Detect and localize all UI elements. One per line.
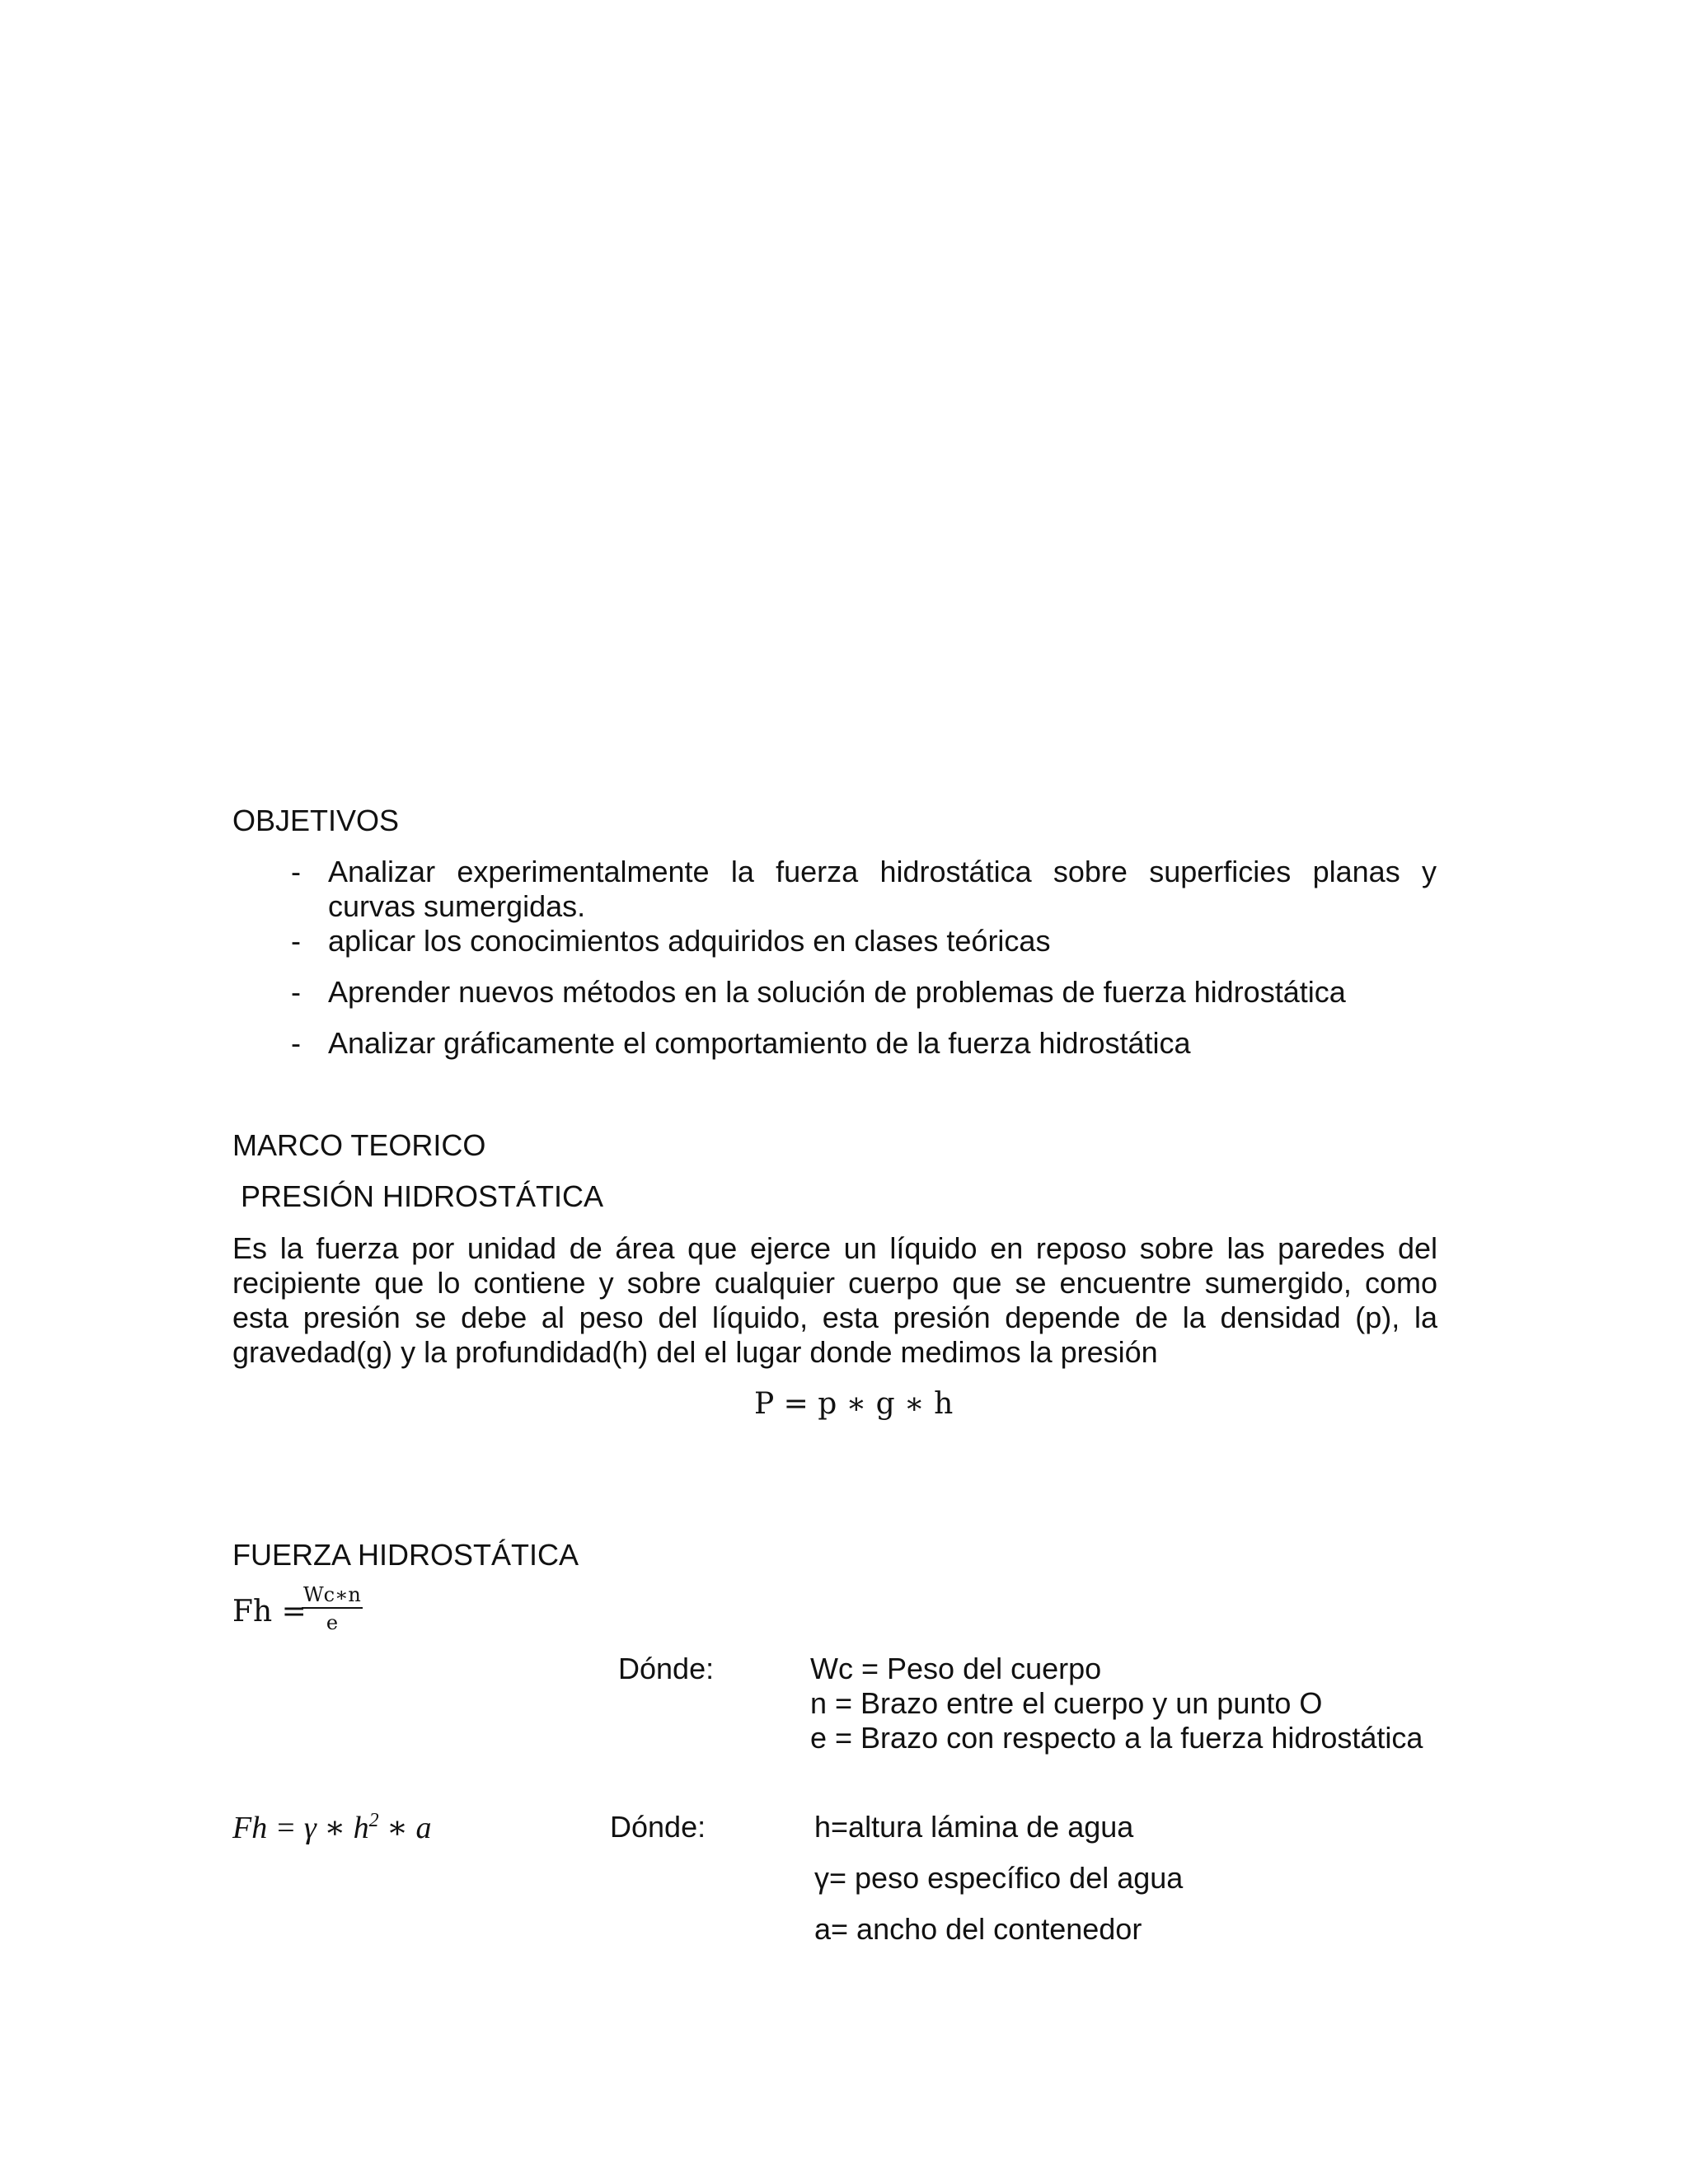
list-item-text: Analizar experimentalmente la fuerza hidrostática sobre superficies planas y bbox=[328, 855, 1437, 888]
list-item-text: aplicar los conocimientos adquiridos en clases teóricas bbox=[328, 924, 1051, 958]
fraction-numerator: Wc∗n bbox=[302, 1584, 363, 1609]
definition-item: a= ancho del contenedor bbox=[814, 1912, 1142, 1946]
marco-teorico-heading: MARCO TEORICO bbox=[232, 1128, 486, 1162]
pressure-formula: P = p ∗ g ∗ h bbox=[754, 1387, 954, 1421]
formula-exponent: 2 bbox=[368, 1810, 379, 1831]
formula-main: Fh = γ ∗ h bbox=[232, 1811, 369, 1845]
donde-label: Dónde: bbox=[610, 1810, 706, 1844]
force-formula-depth bbox=[232, 1811, 431, 1845]
paragraph-line: recipiente que lo contiene y sobre cualquier cuerpo que se encuentre sumergido, como bbox=[232, 1266, 1437, 1300]
list-bullet: - bbox=[291, 855, 301, 888]
paragraph-line: gravedad(g) y la profundidad(h) del el lugar donde medimos la presión bbox=[232, 1335, 1158, 1369]
presion-paragraph bbox=[232, 1231, 1437, 1370]
paragraph-line: esta presión se debe al peso del líquido, esta presión depende de la densidad (p), la bbox=[232, 1301, 1437, 1334]
list-item-text-continued: curvas sumergidas. bbox=[328, 889, 586, 923]
definition-item: Wc = Peso del cuerpo bbox=[810, 1652, 1102, 1685]
list-bullet: - bbox=[291, 975, 301, 1009]
list-bullet: - bbox=[291, 924, 301, 958]
definition-item: γ= peso específico del agua bbox=[814, 1861, 1184, 1895]
formula-tail: ∗ a bbox=[378, 1811, 432, 1845]
list-item-text: Analizar gráficamente el comportamiento de la fuerza hidrostática bbox=[328, 1026, 1191, 1060]
formula-fraction bbox=[302, 1584, 363, 1633]
paragraph-line: Es la fuerza por unidad de área que ejerce un líquido en reposo sobre las paredes del bbox=[232, 1231, 1437, 1265]
donde-label: Dónde: bbox=[618, 1652, 715, 1685]
presion-hidrostatica-heading: PRESIÓN HIDROSTÁTICA bbox=[241, 1179, 604, 1213]
definition-item: n = Brazo entre el cuerpo y un punto O bbox=[810, 1686, 1323, 1720]
fraction-denominator: e bbox=[326, 1611, 339, 1634]
list-bullet: - bbox=[291, 1026, 301, 1060]
fuerza-hidrostatica-heading: FUERZA HIDROSTÁTICA bbox=[232, 1538, 579, 1572]
definition-item: h=altura lámina de agua bbox=[814, 1810, 1134, 1844]
definition-item: e = Brazo con respecto a la fuerza hidrostática bbox=[810, 1721, 1423, 1755]
list-item-text: Aprender nuevos métodos en la solución de problemas de fuerza hidrostática bbox=[328, 975, 1346, 1009]
formula-lhs: Fh = bbox=[232, 1595, 307, 1629]
objetivos-heading: OBJETIVOS bbox=[232, 804, 400, 837]
